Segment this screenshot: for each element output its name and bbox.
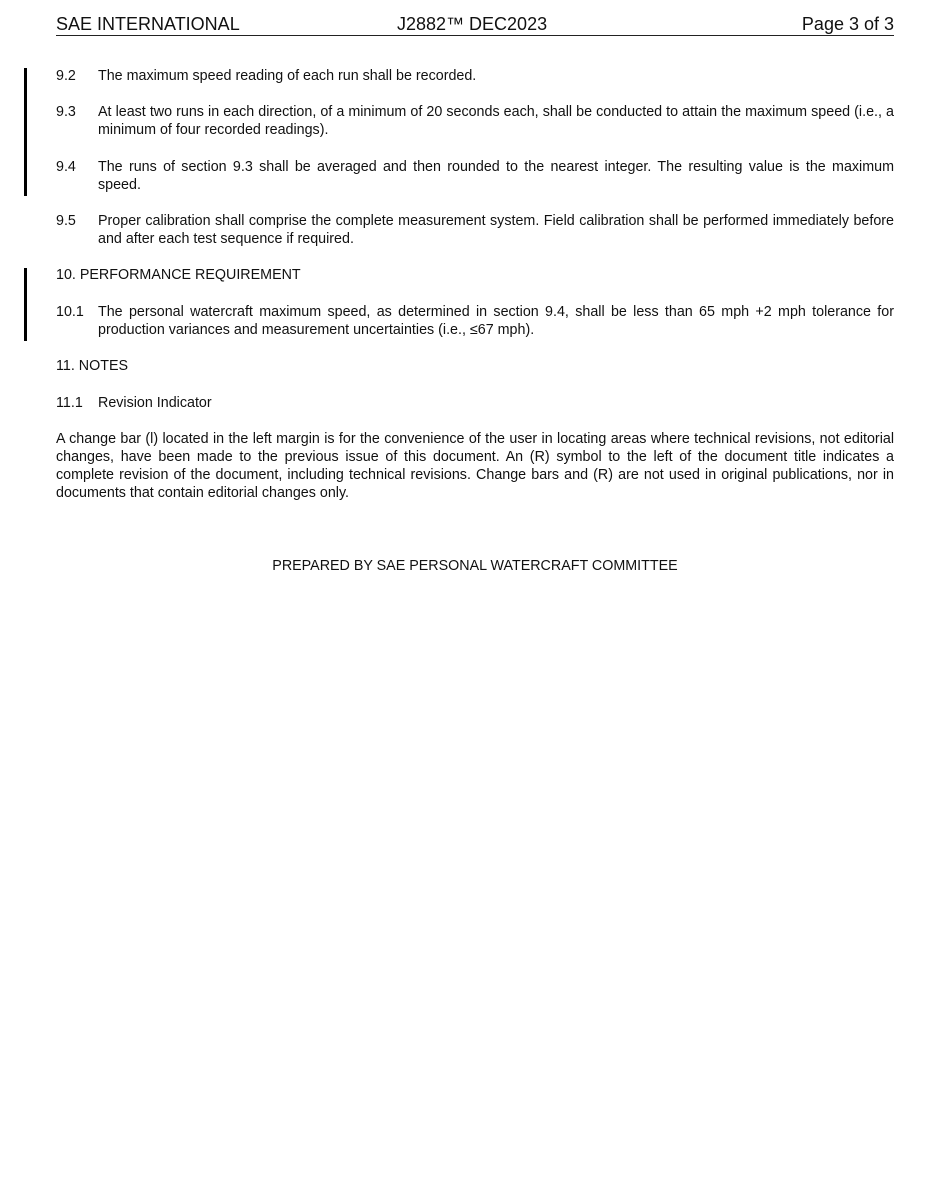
section-number: 10.1 (56, 304, 84, 320)
section-number: 9.3 (56, 104, 76, 120)
change-bar (24, 268, 27, 341)
page-header (56, 13, 894, 36)
section-11-1 (56, 394, 894, 412)
section-text: The maximum speed reading of each run shall be recorded. (98, 68, 477, 84)
header-doc-id: J2882™ DEC2023 (397, 14, 548, 34)
section-text: Proper calibration shall comprise the complete measurement system. Field calibration shall be performed immediately before and after each test sequence if required. (98, 213, 894, 247)
heading-notes: 11. NOTES (56, 358, 129, 374)
section-number: 9.4 (56, 159, 76, 175)
section-9-2 (56, 67, 894, 85)
section-number: 11.1 (56, 395, 83, 411)
change-bar (24, 68, 27, 196)
header-org: SAE INTERNATIONAL (56, 14, 240, 34)
section-text: At least two runs in each direction, of a minimum of 20 seconds each, shall be conducted to attain the maximum speed (i.e., a minimum of four recorded readings). (98, 104, 894, 138)
section-9-5 (56, 212, 894, 248)
section-9-3 (56, 103, 894, 139)
section-9-4 (56, 158, 894, 194)
prepared-by: PREPARED BY SAE PERSONAL WATERCRAFT COMMITTEE (272, 558, 678, 574)
header-page-number: Page 3 of 3 (801, 14, 894, 34)
section-number: 9.2 (56, 68, 76, 84)
heading-performance-requirement: 10. PERFORMANCE REQUIREMENT (56, 267, 301, 283)
section-text: The runs of section 9.3 shall be averaged and then rounded to the nearest integer. The resulting value is the maximum speed. (98, 159, 894, 193)
section-text: The personal watercraft maximum speed, as determined in section 9.4, shall be less than 65 mph +2 mph tolerance for production variances and measurement uncertainties (i.e., ≤67 mph). (98, 304, 894, 338)
section-10-1 (56, 303, 894, 339)
section-text: Revision Indicator (98, 395, 212, 411)
section-number: 9.5 (56, 213, 76, 229)
revision-indicator-note: A change bar (l) located in the left margin is for the convenience of the user in locating areas where technical revisions, not editorial changes, have been made to the previous issue of this document. An (R) symbol to the left of the document title indicates a complete revision of the document, including technical revisions. Change bars and (R) are not used in original publications, nor in documents that contain editorial changes only. (56, 431, 894, 501)
